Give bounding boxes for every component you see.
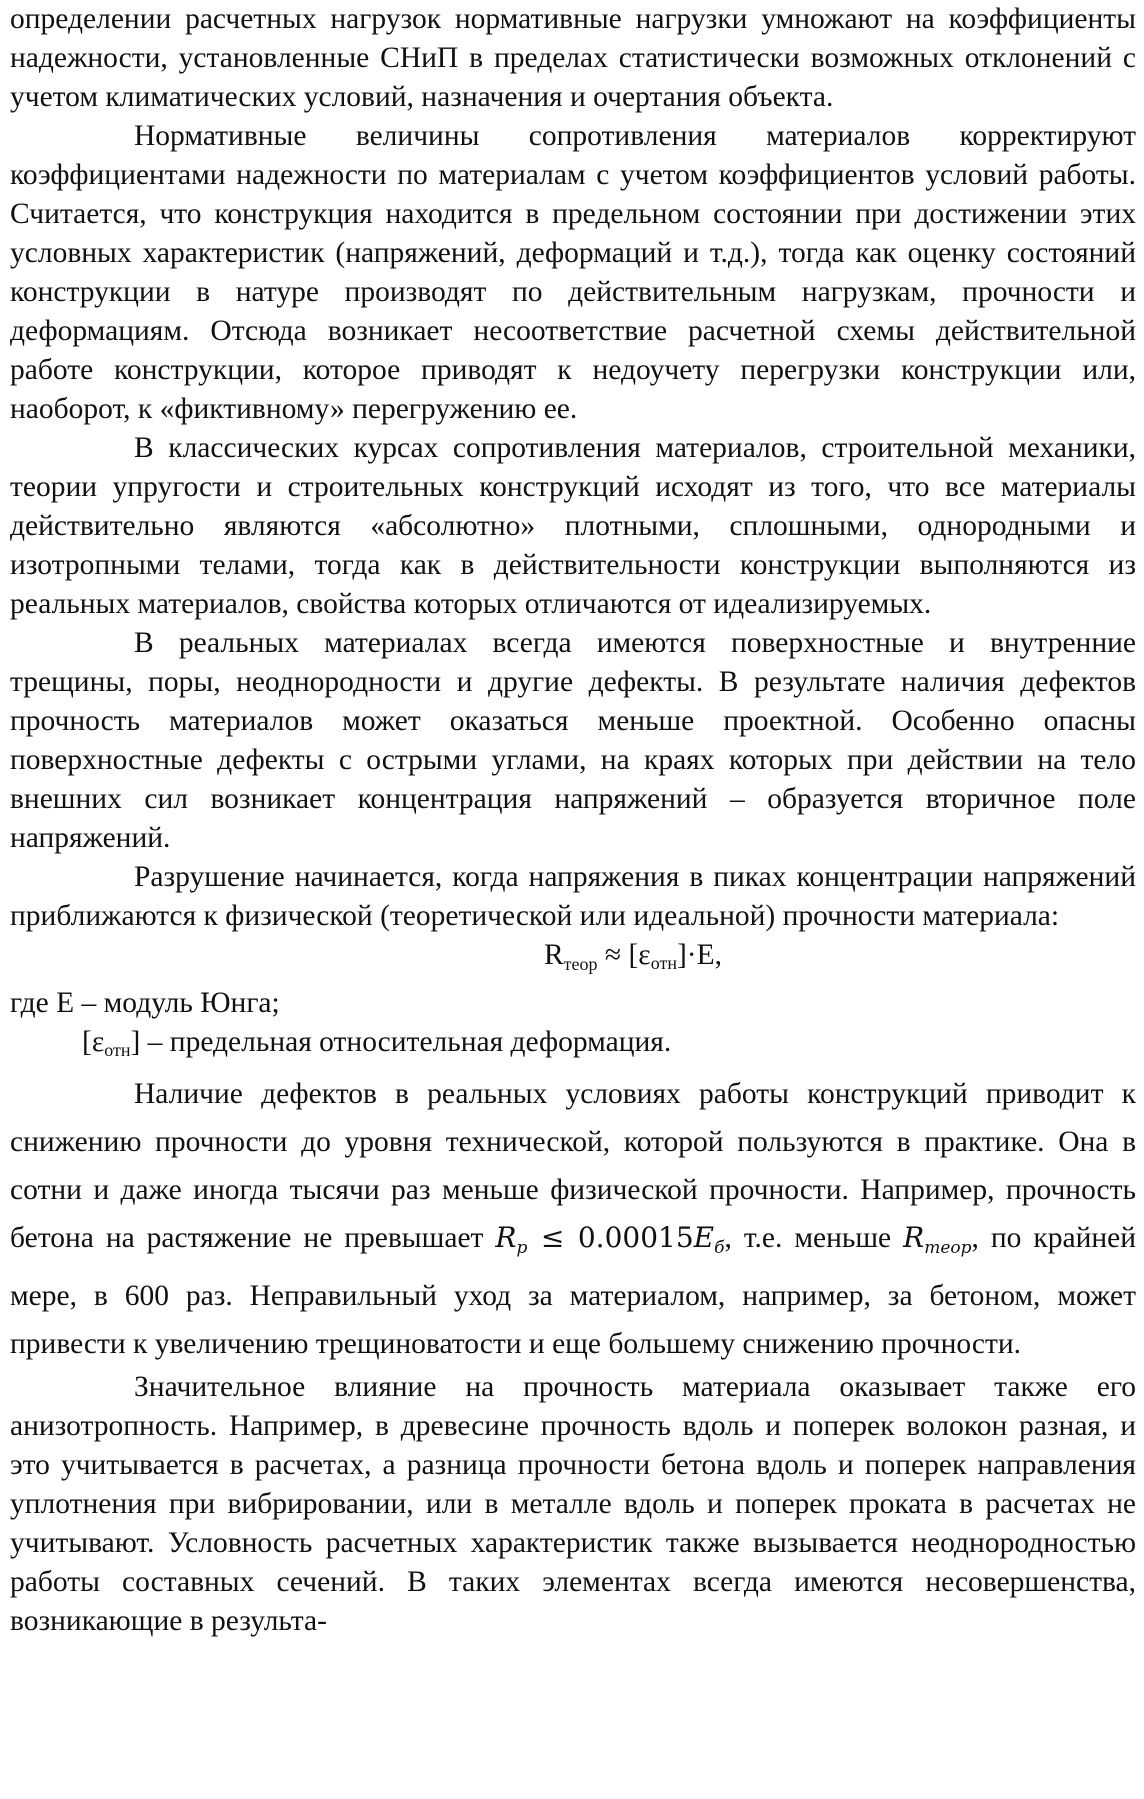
body-text [10,0,1136,1641]
formula-r: R [543,939,564,971]
paragraph-3: В классических курсах сопротивления материалов, строительной механики, теории упругости и строительных конструкций исходят из того, что все материалы действительно являются «абсолютно» плотными, сплошными, однородными и изотропными телами, тогда как в действительности конструкции выполняются из реальных материалов, свойства которых отличаются от идеализируемых. [10,432,1136,620]
formula-r-subscript: теор [563,954,598,974]
rp-e-subscript: б [714,1238,725,1258]
formula-approx: ≈ [ε [597,939,651,971]
strength-formula [130,936,1136,984]
rteor-subscript: теор [924,1238,972,1258]
where-definition: ] – предельная относительная деформация. [130,1026,672,1058]
paragraph-5: Разрушение начинается, когда напряжения в пиках концентрации напряжений приближаются к физической (теоретической или идеальной) прочности материала: [10,861,1136,932]
rp-subscript: p [516,1238,528,1258]
rp-relation: ≤ 0.00015 [527,1221,694,1254]
where-line-1: где E – модуль Юнга; [10,987,280,1019]
paragraph-1: определении расчетных нагрузок нормативные нагрузки умножают на коэффициенты надежности, установленные СНиП в пределах статистически возможных отклонений с учетом климатических условий, назначения и очертания объекта. [10,3,1136,113]
rp-main: R [495,1221,517,1254]
where-eps: [ε [82,1026,105,1058]
paragraph-6-start: Наличие дефектов в реальных условиях работы конструкций приводит к снижению прочности до уровня технической, которой пользуются в практике. Она в сотни и даже иногда тысячи раз меньше физической прочности. Например, прочность бетона на растяжение не превышает [10,1078,1136,1254]
paragraph-6-end: , по крайней мере, в 600 раз. Неправильный уход за материалом, например, за бетоном, может привести к увеличению трещиноватости и еще большему снижению прочности. [10,1222,1137,1360]
rp-e: E [693,1221,715,1254]
inline-formula-rteor [903,1221,972,1258]
formula-tail: ]·E, [676,939,722,971]
inline-formula-rp [495,1221,725,1258]
paragraph-2: Нормативные величины сопротивления материалов корректируют коэффициентами надежности по материалам с учетом коэффициентов условий работы. Считается, что конструкция находится в предельном состоянии при достижении этих условных характеристик (напряжений, деформаций и т.д.), тогда как оценку состояний конструкции в натуре производят по действительным нагрузкам, прочности и деформациям. Отсюда возникает несоответствие расчетной схемы действительной работе конструкции, которое приводят к недоучету перегрузки конструкции или, наоборот, к «фиктивному» перегружению ее. [10,120,1136,425]
rteor-main: R [903,1221,925,1254]
paragraph-6 [10,1070,1136,1368]
paragraph-4: В реальных материалах всегда имеются поверхностные и внутренние трещины, поры, неоднородности и другие дефекты. В результате наличия дефектов прочность материалов может оказаться меньше проектной. Особенно опасны поверхностные дефекты с острыми углами, на краях которых при действии на тело внешних сил возникает концентрация напряжений – образуется вторичное поле напряжений. [10,627,1136,854]
paragraph-7: Значительное влияние на прочность материала оказывает также его анизотропность. Например, в древесине прочность вдоль и поперек волокон разная, и это учитывается в расчетах, а разница прочности бетона вдоль и поперек направления уплотнения при вибрировании, или в металле вдоль и поперек проката в расчетах не учитывают. Условность расчетных характеристик также вызывается неоднородностью работы составных сечений. В таких элементах всегда имеются несовершенства, возникающие в результа- [10,1371,1136,1637]
where-eps-subscript: отн [104,1040,131,1060]
where-line-2 [82,1023,1136,1070]
formula-eps-subscript: отн [650,953,677,973]
paragraph-6-mid: , т.е. меньше [724,1222,892,1254]
